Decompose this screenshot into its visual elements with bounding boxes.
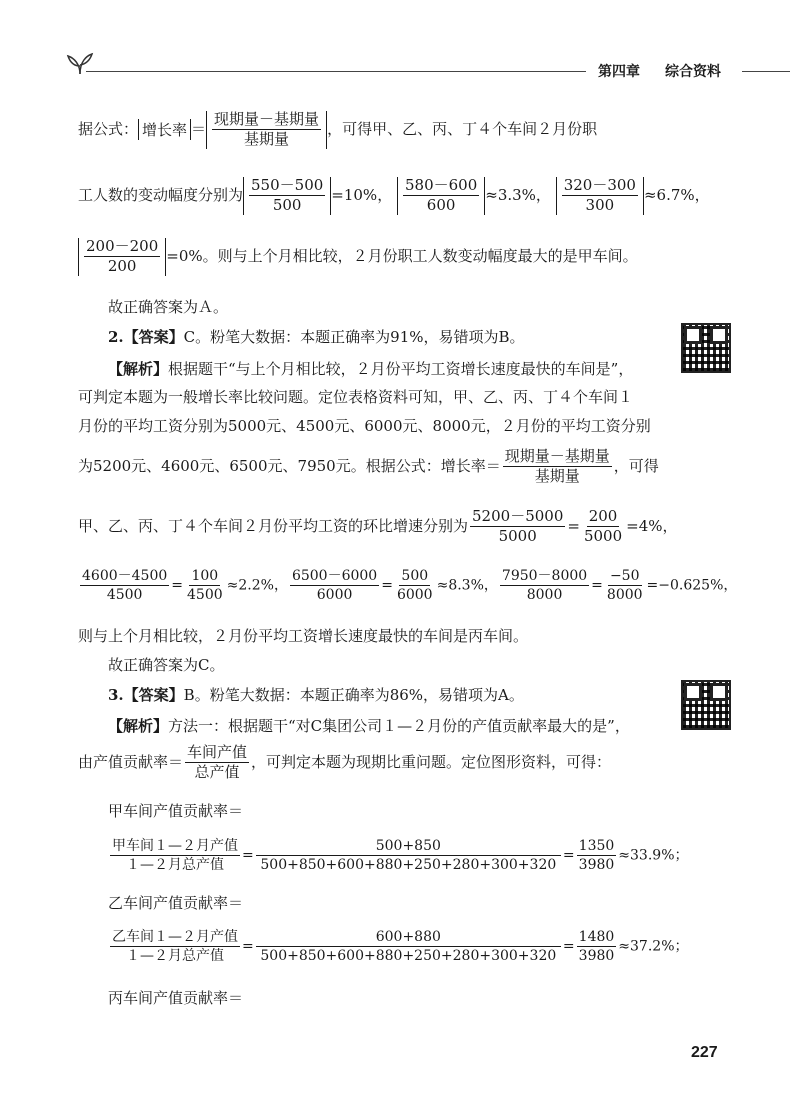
formula-line-3: $\frac{200-200}{200}$ =0%。则与上个月相比较，２月份职工人数变动幅度最大的是甲车间。: [78, 238, 638, 276]
q2-line-5: 甲、乙、丙、丁４个车间２月份平均工资的环比增速分别为 $\frac{5200-5000}{5000}$ = $\frac{200}{5000}$ =4%，: [78, 507, 678, 546]
section-label: 综合资料: [665, 64, 721, 80]
q2-line-2: 可判定本题为一般增长率比较问题。定位表格资料可知，甲、乙、丙、丁４个车间１: [78, 388, 634, 406]
q2-analysis: 【解析】根据题干“与上个月相比较，２月份平均工资增长速度最快的车间是”，: [108, 360, 634, 378]
header-rule-right: [742, 71, 790, 72]
q3-jia-formula: $\frac{\text{甲车间１—２月产值}}{\text{１—２月总产值}}$ = $\frac{500+850}{500+850+600+880+250+280+300+320}$ = $\frac{1350}{3980}$ ≈33.9%；: [112, 838, 689, 874]
q2-line-8: 故正确答案为C。: [108, 656, 225, 674]
q3-line-2: 由产值贡献率＝ $\frac{\text{车间产值}}{\text{总产值}}$ ，可判定本题为现期比重问题。定位图形资料，可得：: [78, 743, 612, 782]
q3-yi-label: 乙车间产值贡献率＝: [108, 894, 244, 912]
chapter-label: 第四章: [598, 64, 640, 80]
qr-code-icon[interactable]: [681, 323, 731, 373]
q3-bing-label: 丙车间产值贡献率＝: [108, 989, 244, 1007]
formula-line-1: 据公式： 增长率 ＝ $\frac{\text{现期量－基期量}}{\text{基期量}}$ ，可得甲、乙、丙、丁４个车间２月份职: [78, 110, 598, 149]
q3-jia-label: 甲车间产值贡献率＝: [108, 802, 244, 820]
leaf-logo-icon: [66, 50, 94, 80]
page-number: 227: [691, 1044, 718, 1061]
qr-code-icon[interactable]: [681, 680, 731, 730]
header-rule-left: [86, 71, 586, 72]
q2-line-6: $\frac{4600-4500}{4500}$ = $\frac{100}{4500}$ ≈2.2%， $\frac{6500-6000}{6000}$ = $\frac{500}{6000}$ ≈8.3%， $\frac{7950-8000}{8000}$ = $\frac{-50}{8000}$ =−0.625%，: [82, 568, 738, 604]
formula-line-2: 工人数的变动幅度分别为 $\frac{550-500}{500}$ =10%， $\frac{580-600}{600}$ ≈3.3%， $\frac{320-300}{300}$ ≈6.7%，: [78, 176, 710, 215]
answer-line-1: 故正确答案为Ａ。: [108, 298, 229, 316]
q2-answer: 2.【答案】C。粉笔大数据：本题正确率为91%，易错项为B。: [108, 328, 525, 346]
q3-answer: 3.【答案】B。粉笔大数据：本题正确率为86%，易错项为A。: [108, 686, 524, 704]
q2-line-7: 则与上个月相比较，２月份平均工资增长速度最快的车间是丙车间。: [78, 627, 529, 645]
q3-yi-formula: $\frac{\text{乙车间１—２月产值}}{\text{１—２月总产值}}$ = $\frac{600+880}{500+850+600+880+250+280+300+320}$ = $\frac{1480}{3980}$ ≈37.2%；: [112, 929, 689, 965]
q3-analysis: 【解析】方法一：根据题干“对C集团公司１—２月份的产值贡献率最大的是”，: [108, 717, 630, 735]
q2-line-4: 为5200元、4600元、6500元、7950元。根据公式：增长率＝ $\frac{\text{现期量－基期量}}{\text{基期量}}$ ，可得: [78, 447, 659, 486]
q2-line-3: 月份的平均工资分别为5000元、4500元、6000元、8000元，２月份的平均工资分别: [78, 417, 651, 435]
